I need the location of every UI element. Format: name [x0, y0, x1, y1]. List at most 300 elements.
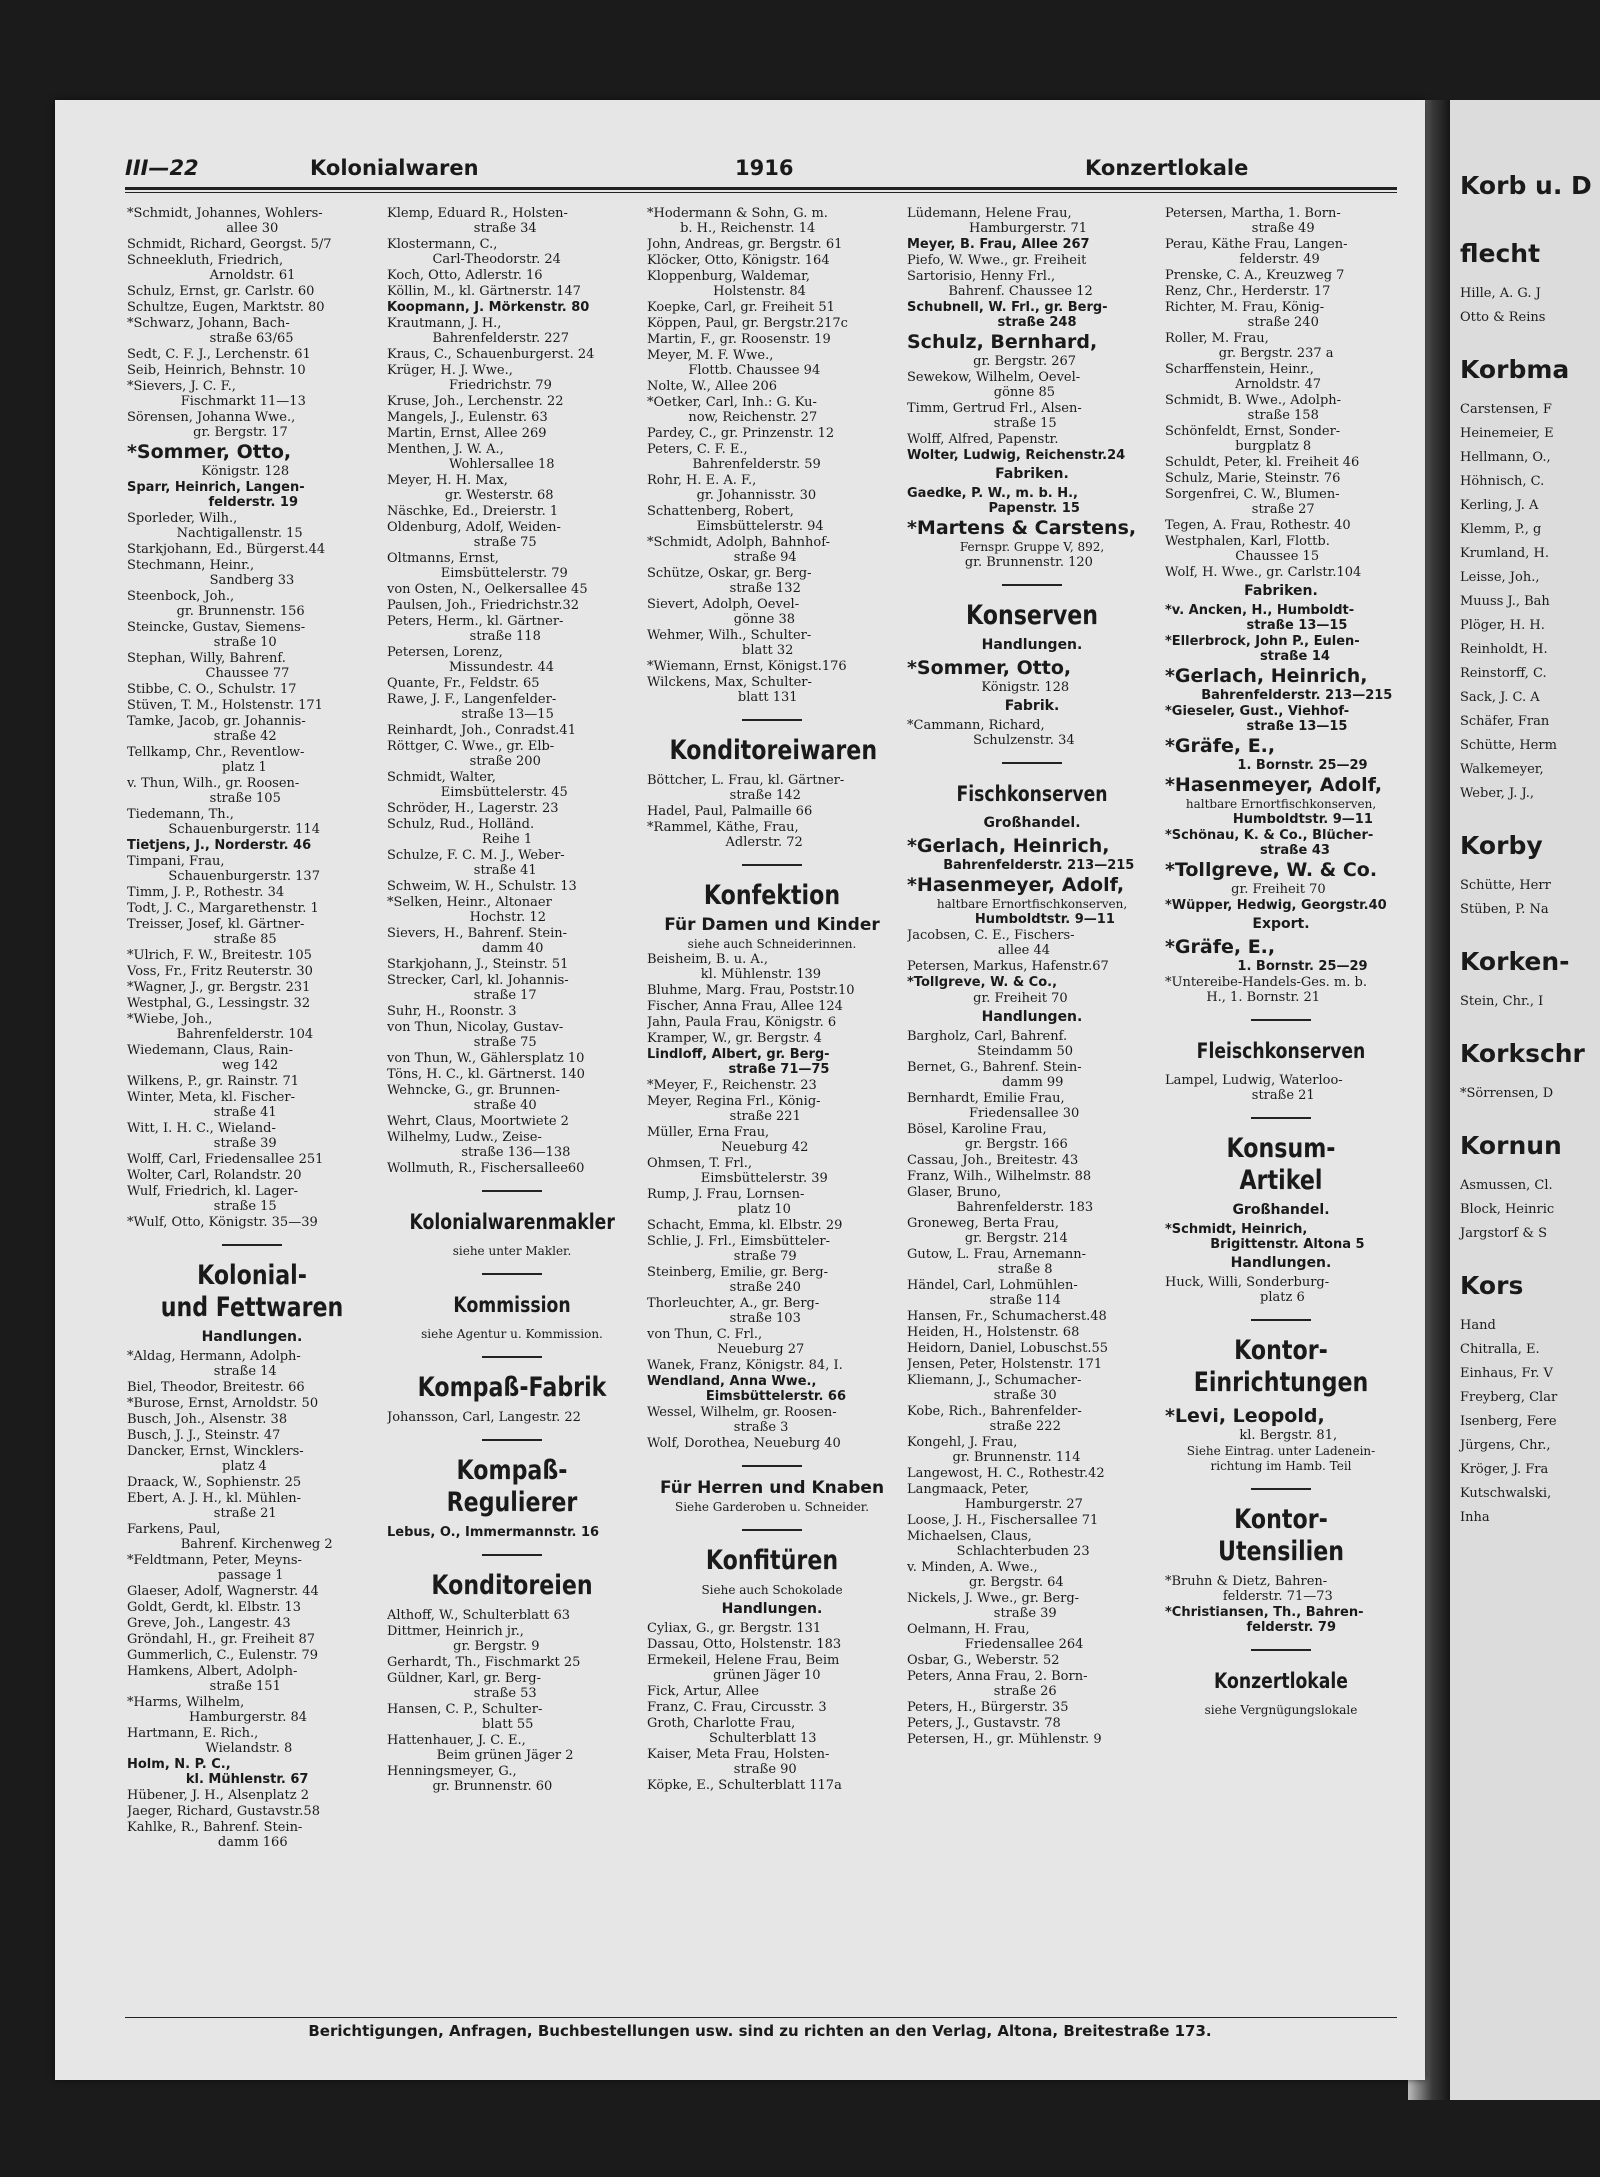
- listing-entry: Wilckens, Max, Schulter- blatt 131: [647, 675, 812, 705]
- listing-entry: Stechmann, Heinr., Sandberg 33: [127, 558, 295, 588]
- listing-entry-featured: *Gerlach, Heinrich,: [1165, 665, 1368, 687]
- listing-entry-bold: 1. Bornstr. 25—29: [1165, 959, 1368, 974]
- listing-entry: Müller, Erna Frau, Neueburg 42: [647, 1125, 809, 1155]
- section-heading: Kolonialwarenmakler: [409, 1210, 615, 1234]
- listing-entry: Gutow, L. Frau, Arnemann- straße 8: [907, 1247, 1087, 1277]
- listing-entry: Peters, C. F. E., Bahrenfelderstr. 59: [647, 442, 821, 472]
- listing-entry: Kahlke, R., Bahrenf. Stein- damm 166: [127, 1820, 303, 1850]
- listing-entry: Prenske, C. A., Kreuzweg 7: [1165, 268, 1345, 283]
- listing-entry: Wanek, Franz, Königstr. 84, I.: [647, 1358, 843, 1373]
- listing-entry: von Osten, N., Oelkersallee 45: [387, 582, 588, 597]
- listing-entry-featured: *Gerlach, Heinrich,: [907, 835, 1110, 857]
- listing-entry: *Selken, Heinr., Altonaer Hochstr. 12: [387, 895, 552, 925]
- facing-heading: flecht: [1460, 239, 1541, 268]
- listing-entry: *Schmidt, Johannes, Wohlers- allee 30: [127, 206, 323, 236]
- listing-entry-featured: *Tollgreve, W. & Co.: [1165, 859, 1378, 881]
- listing-entry: Martin, F., gr. Roosenstr. 19: [647, 332, 831, 347]
- listing-entry: Todt, J. C., Margarethenstr. 1: [127, 901, 319, 916]
- listing-entry: Tamke, Jacob, gr. Johannis- straße 42: [127, 714, 306, 744]
- listing-entry: *Ulrich, F. W., Breitestr. 105: [127, 948, 312, 963]
- listing-entry: Osbar, G., Weberstr. 52: [907, 1653, 1060, 1668]
- listing-entry: Thorleuchter, A., gr. Berg- straße 103: [647, 1296, 820, 1326]
- listing-entry: Schneekluth, Friedrich, Arnoldstr. 61: [127, 253, 296, 283]
- listing-entry-bold: Wendland, Anna Wwe., Eimsbüttelerstr. 66: [647, 1374, 847, 1404]
- section-divider: [482, 1554, 542, 1556]
- listing-entry: *Burose, Ernst, Arnoldstr. 50: [127, 1396, 319, 1411]
- column-3: [647, 206, 897, 2021]
- facing-entry: Sack, J. C. A: [1460, 690, 1540, 705]
- facing-heading: Kors: [1460, 1271, 1524, 1300]
- listing-entry: Königstr. 128: [127, 464, 290, 479]
- listing-entry-featured: *Gräfe, E.,: [1165, 735, 1276, 757]
- listing-entry: Oldenburg, Adolf, Weiden- straße 75: [387, 520, 561, 550]
- listing-entry: *Wagner, J., gr. Bergstr. 231: [127, 980, 311, 995]
- listing-entry-bold: *Tollgreve, W. & Co.,: [907, 975, 1058, 990]
- listing-entry-bold: 1. Bornstr. 25—29: [1165, 758, 1368, 773]
- listing-entry: Jaeger, Richard, Gustavstr.58: [127, 1804, 320, 1819]
- listing-entry: Dassau, Otto, Holstenstr. 183: [647, 1637, 842, 1652]
- listing-entry-bold: Lebus, O., Immermannstr. 16: [387, 1525, 600, 1540]
- facing-entry: Klemm, P., g: [1460, 522, 1542, 537]
- listing-entry: Langmaack, Peter, Hamburgerstr. 27: [907, 1482, 1083, 1512]
- cross-reference-note: haltbare Ernortfischkonserven,: [936, 897, 1128, 911]
- listing-entry: Petersen, Lorenz, Missundestr. 44: [387, 645, 555, 675]
- section-heading: Konzertlokale: [1214, 1669, 1348, 1693]
- section-heading: Kontor- Einrichtungen: [1193, 1335, 1369, 1398]
- listing-entry: Kongehl, J. Frau, gr. Brunnenstr. 114: [907, 1435, 1081, 1465]
- listing-entry: Wollmuth, R., Fischersallee60: [387, 1161, 585, 1176]
- listing-entry-bold: Meyer, B. Frau, Allee 267: [907, 237, 1090, 252]
- section-heading: Kolonial- und Fettwaren: [160, 1260, 344, 1323]
- listing-entry: Schuldt, Peter, kl. Freiheit 46: [1165, 455, 1360, 470]
- listing-entry: Gröndahl, H., gr. Freiheit 87: [127, 1632, 315, 1647]
- cross-reference-note: siehe auch Schneiderinnen.: [687, 937, 857, 951]
- listing-entry: Hansen, C. P., Schulter- blatt 55: [387, 1702, 543, 1732]
- listing-entry: Hadel, Paul, Palmaille 66: [647, 804, 813, 819]
- listing-entry: v. Thun, Wilh., gr. Roosen- straße 105: [127, 776, 300, 806]
- listing-entry-bold: Holm, N. P. C., kl. Mühlenstr. 67: [127, 1757, 309, 1787]
- listing-entry: *Feldtmann, Peter, Meyns- passage 1: [127, 1553, 302, 1583]
- subsection-heading: Fabriken.: [995, 466, 1069, 482]
- listing-entry: Petersen, Markus, Hafenstr.67: [907, 959, 1109, 974]
- cross-reference-note: Siehe Eintrag. unter Ladenein- richtung im Hamb. Teil: [1186, 1444, 1376, 1473]
- listing-entry: Gummerlich, C., Eulenstr. 79: [127, 1648, 319, 1663]
- listing-entry: Glaser, Bruno, Bahrenfelderstr. 183: [907, 1185, 1094, 1215]
- listing-entry-featured: *Martens & Carstens,: [907, 517, 1137, 539]
- subsection-heading: Für Damen und Kinder: [664, 915, 880, 935]
- listing-entry: Steincke, Gustav, Siemens- straße 10: [127, 620, 306, 650]
- listing-entry: Kaiser, Meta Frau, Holsten- straße 90: [647, 1747, 830, 1777]
- listing-entry: Treisser, Josef, kl. Gärtner- straße 85: [127, 917, 305, 947]
- listing-entry: Franz, Wilh., Wilhelmstr. 88: [907, 1169, 1092, 1184]
- listing-entry-featured: *Hasenmeyer, Adolf,: [1165, 774, 1383, 796]
- listing-entry: Oltmanns, Ernst, Eimsbüttelerstr. 79: [387, 551, 568, 581]
- listing-entry: Perau, Käthe Frau, Langen- felderstr. 49: [1165, 237, 1348, 267]
- listing-entry-bold: *v. Ancken, H., Humboldt- straße 13—15: [1165, 603, 1355, 633]
- listing-entry: Sartorisio, Henny Frl., Bahrenf. Chaussee 12: [907, 269, 1093, 299]
- section-divider: [1251, 1488, 1311, 1490]
- listing-entry: Schmidt, Richard, Georgst. 5/7: [127, 237, 332, 252]
- listing-entry: Peters, Herm., kl. Gärtner- straße 118: [387, 614, 564, 644]
- listing-entry: Petersen, Martha, 1. Born- straße 49: [1165, 206, 1341, 236]
- listing-entry: Peters, Anna Frau, 2. Born- straße 26: [907, 1669, 1088, 1699]
- listing-entry: Wolf, Dorothea, Neueburg 40: [647, 1436, 841, 1451]
- listing-entry: Draack, W., Sophienstr. 25: [127, 1475, 302, 1490]
- facing-entry: Kröger, J. Fra: [1460, 1462, 1549, 1477]
- listing-entry: Stibbe, C. O., Schulstr. 17: [127, 682, 297, 697]
- facing-heading: Korkschr: [1460, 1039, 1585, 1068]
- listing-entry: Wehmer, Wilh., Schulter- blatt 32: [647, 628, 812, 658]
- listing-entry: Martin, Ernst, Allee 269: [387, 426, 547, 441]
- listing-entry: v. Minden, A. Wwe., gr. Bergstr. 64: [907, 1560, 1064, 1590]
- listing-entry: Busch, Joh., Alsenstr. 38: [127, 1412, 288, 1427]
- listing-entry: Wulf, Friedrich, kl. Lager- straße 15: [127, 1184, 298, 1214]
- listing-entry: Quante, Fr., Feldstr. 65: [387, 676, 540, 691]
- section-heading: Konditoreien: [431, 1570, 593, 1601]
- listing-entry: Biel, Theodor, Breitestr. 66: [127, 1380, 305, 1395]
- listing-entry: Schmidt, B. Wwe., Adolph- straße 158: [1165, 393, 1342, 423]
- section-divider: [1251, 1019, 1311, 1021]
- listing-entry: Renz, Chr., Herderstr. 17: [1165, 284, 1331, 299]
- section-divider: [742, 1529, 802, 1531]
- listing-entry-bold: Sparr, Heinrich, Langen- felderstr. 19: [127, 480, 305, 510]
- listing-entry: Westphal, G., Lessingstr. 32: [127, 996, 311, 1011]
- listing-entry: Greve, Joh., Langestr. 43: [127, 1616, 291, 1631]
- listing-entry: von Thun, Nicolay, Gustav- straße 75: [387, 1020, 564, 1050]
- section-divider: [1251, 1319, 1311, 1321]
- listing-entry: *Schwarz, Johann, Bach- straße 63/65: [127, 316, 294, 346]
- listing-entry: Koch, Otto, Adlerstr. 16: [387, 268, 543, 283]
- listing-entry: Koepke, Carl, gr. Freiheit 51: [647, 300, 835, 315]
- subsection-heading: Fabriken.: [1244, 583, 1318, 599]
- listing-entry: Stephan, Willy, Bahrenf. Chaussee 77: [127, 651, 290, 681]
- subsection-heading: Handlungen.: [201, 1329, 303, 1345]
- listing-entry-bold: Bahrenfelderstr. 213—215: [1165, 688, 1393, 703]
- year: 1916: [735, 156, 794, 180]
- facing-entry: Einhaus, Fr. V: [1460, 1366, 1553, 1381]
- listing-entry: Köppen, Paul, gr. Bergstr.217c: [647, 316, 848, 331]
- listing-entry: Strecker, Carl, kl. Johannis- straße 17: [387, 973, 569, 1003]
- section-divider: [1002, 584, 1062, 586]
- listing-entry: Busch, J. J., Steinstr. 47: [127, 1428, 281, 1443]
- listing-entry: Franz, C. Frau, Circusstr. 3: [647, 1700, 827, 1715]
- listing-entry-bold: *Christiansen, Th., Bahren- felderstr. 79: [1165, 1605, 1364, 1635]
- listing-entry-featured: *Sommer, Otto,: [127, 441, 292, 463]
- listing-entry: Sievers, H., Bahrenf. Stein- damm 40: [387, 926, 567, 956]
- facing-entry: Chitralla, E.: [1460, 1342, 1540, 1357]
- facing-entry: Schäfer, Fran: [1460, 714, 1550, 729]
- listing-entry: Kramper, W., gr. Bergstr. 4: [647, 1031, 822, 1046]
- listing-entry: Schacht, Emma, kl. Elbstr. 29: [647, 1218, 843, 1233]
- listing-entry: Sporleder, Wilh., Nachtigallenstr. 15: [127, 511, 303, 541]
- listing-entry: Winter, Meta, kl. Fischer- straße 41: [127, 1090, 295, 1120]
- section-divider: [1002, 762, 1062, 764]
- listing-entry: Nolte, W., Allee 206: [647, 379, 778, 394]
- listing-entry: Wehrt, Claus, Moortwiete 2: [387, 1114, 569, 1129]
- facing-entry: Stein, Chr., I: [1460, 994, 1544, 1009]
- facing-entry: Stüben, P. Na: [1460, 902, 1549, 917]
- listing-entry-bold: *Ellerbrock, John P., Eulen- straße 14: [1165, 634, 1360, 664]
- listing-entry: Klöcker, Otto, Königstr. 164: [647, 253, 830, 268]
- listing-entry: Nickels, J. Wwe., gr. Berg- straße 39: [907, 1591, 1080, 1621]
- listing-entry-bold: Gaedke, P. W., m. b. H., Papenstr. 15: [907, 486, 1080, 516]
- listing-entry: Lampel, Ludwig, Waterloo- straße 21: [1165, 1073, 1343, 1103]
- listing-entry: Wiedemann, Claus, Rain- weg 142: [127, 1043, 294, 1073]
- subsection-heading: Fabrik.: [1004, 698, 1060, 714]
- listing-entry: Kobe, Rich., Bahrenfelder- straße 222: [907, 1404, 1082, 1434]
- listing-entry: gr. Freiheit 70: [1165, 882, 1326, 897]
- listing-entry: Roller, M. Frau, gr. Bergstr. 237 a: [1165, 331, 1334, 361]
- listing-entry: Cyliax, G., gr. Bergstr. 131: [647, 1621, 822, 1636]
- listing-entry: Farkens, Paul, Bahrenf. Kirchenweg 2: [127, 1522, 333, 1552]
- listing-entry: Dancker, Ernst, Wincklers- platz 4: [127, 1444, 304, 1474]
- subsection-heading: Handlungen.: [1230, 1255, 1332, 1271]
- listing-entry: Wilkens, P., gr. Rainstr. 71: [127, 1074, 300, 1089]
- listing-entry: Cassau, Joh., Breitestr. 43: [907, 1153, 1079, 1168]
- listing-entry: Wolff, Carl, Friedensallee 251: [127, 1152, 324, 1167]
- section-heading: Konsum-Artikel: [1226, 1133, 1336, 1196]
- listing-entry: *Cammann, Richard, Schulzenstr. 34: [907, 718, 1075, 748]
- listing-entry-bold: *Schmidt, Heinrich, Brigittenstr. Altona 5: [1165, 1222, 1365, 1252]
- listing-entry: Heiden, H., Holstenstr. 68: [907, 1325, 1080, 1340]
- listing-entry: Althoff, W., Schulterblatt 63: [387, 1608, 571, 1623]
- listing-entry: Pardey, C., gr. Prinzenstr. 12: [647, 426, 835, 441]
- listing-entry: Röttger, C. Wwe., gr. Elb- straße 200: [387, 739, 555, 769]
- listing-entry: *Harms, Wilhelm, Hamburgerstr. 84: [127, 1695, 308, 1725]
- subsection-heading: Handlungen.: [721, 1601, 823, 1617]
- listing-entry: Kloppenburg, Waldemar, Holstenstr. 84: [647, 269, 811, 299]
- listing-entry: Güldner, Karl, gr. Berg- straße 53: [387, 1671, 542, 1701]
- listing-entry: Hattenhauer, J. C. E., Beim grünen Jäger 2: [387, 1733, 574, 1763]
- listing-entry: Klemp, Eduard R., Holsten- straße 34: [387, 206, 568, 236]
- listing-entry: Loose, J. H., Fischersallee 71: [907, 1513, 1099, 1528]
- listing-entry: Hübener, J. H., Alsenplatz 2: [127, 1788, 310, 1803]
- listing-entry: Stüven, T. M., Holstenstr. 171: [127, 698, 323, 713]
- section-heading: Fleischkonserven: [1196, 1039, 1366, 1063]
- listing-entry: Fick, Artur, Allee: [647, 1684, 759, 1699]
- listing-entry: Bernhardt, Emilie Frau, Friedensallee 30: [907, 1091, 1080, 1121]
- subsection-heading: Für Herren und Knaben: [659, 1478, 885, 1498]
- section-divider: [742, 1465, 802, 1467]
- facing-entry: Leisse, Joh.,: [1460, 570, 1540, 585]
- listing-entry: Bargholz, Carl, Bahrenf. Steindamm 50: [907, 1029, 1074, 1059]
- listing-entry: Schmidt, Walter, Eimsbüttelerstr. 45: [387, 770, 568, 800]
- facing-entry: Walkemeyer,: [1460, 762, 1544, 777]
- section-heading: Konserven: [965, 600, 1099, 631]
- column-2: [387, 206, 637, 2021]
- subsection-heading: Export.: [1252, 916, 1310, 932]
- listing-entry: Krüger, H. J. Wwe., Friedrichstr. 79: [387, 363, 552, 393]
- footer-rule: [125, 2017, 1397, 2018]
- section-divider: [482, 1439, 542, 1441]
- section-divider: [742, 719, 802, 721]
- page-header: [125, 156, 1395, 186]
- listing-entry: *Wiemann, Ernst, Königst.176: [647, 659, 847, 674]
- listing-entry: Wolf, H. Wwe., gr. Carlstr.104: [1165, 565, 1362, 580]
- listing-entry: Kruse, Joh., Lerchenstr. 22: [387, 394, 564, 409]
- page-number: III—22: [125, 156, 199, 180]
- listing-entry: Königstr. 128: [907, 680, 1070, 695]
- listing-entry: kl. Bergstr. 81,: [1165, 1428, 1338, 1443]
- listing-entry: Steinberg, Emilie, gr. Berg- straße 240: [647, 1265, 828, 1295]
- listing-entry: von Thun, W., Gählersplatz 10: [387, 1051, 585, 1066]
- listing-entry: Starkjohann, J., Steinstr. 51: [387, 957, 569, 972]
- listing-entry: gr. Freiheit 70: [907, 991, 1068, 1006]
- section-divider: [482, 1273, 542, 1275]
- listing-entry-bold: *Schönau, K. & Co., Blücher- straße 43: [1165, 828, 1374, 858]
- listing-entry: Lüdemann, Helene Frau, Hamburgerstr. 71: [907, 206, 1088, 236]
- listing-entry: Bluhme, Marg. Frau, Poststr.10: [647, 983, 855, 998]
- listing-entry: Krautmann, J. H., Bahrenfelderstr. 227: [387, 316, 570, 346]
- facing-entry: Isenberg, Fere: [1460, 1414, 1557, 1429]
- listing-entry-featured: *Gräfe, E.,: [1165, 936, 1276, 958]
- listing-entry: Voss, Fr., Fritz Reuterstr. 30: [127, 964, 313, 979]
- listing-entry: Meyer, Regina Frl., König- straße 221: [647, 1094, 821, 1124]
- listing-entry: Goldt, Gerdt, kl. Elbstr. 13: [127, 1600, 302, 1615]
- listing-entry: Tiedemann, Th., Schauenburgerstr. 114: [127, 807, 320, 837]
- listing-entry: Händel, Carl, Lohmühlen- straße 114: [907, 1278, 1078, 1308]
- listing-entry: Schulz, Marie, Steinstr. 76: [1165, 471, 1341, 486]
- facing-entry: Kutschwalski,: [1460, 1486, 1552, 1501]
- listing-entry: Sewekow, Wilhelm, Oevel- gönne 85: [907, 370, 1081, 400]
- header-rule: [125, 187, 1397, 190]
- listing-entry: Schattenberg, Robert, Eimsbüttelerstr. 94: [647, 504, 824, 534]
- listing-entry: Schulze, F. C. M. J., Weber- straße 41: [387, 848, 565, 878]
- listing-entry: Steenbock, Joh., gr. Brunnenstr. 156: [127, 589, 305, 619]
- cross-reference-note: Siehe auch Schokolade: [701, 1583, 843, 1597]
- facing-entry: Jargstorf & S: [1460, 1226, 1547, 1241]
- listing-entry: Töns, H. C., kl. Gärtnerst. 140: [387, 1067, 585, 1082]
- listing-entry: Böttcher, L. Frau, kl. Gärtner- straße 142: [647, 773, 845, 803]
- listing-entry: Klostermann, C., Carl-Theodorstr. 24: [387, 237, 561, 267]
- listing-entry: Glaeser, Adolf, Wagnerstr. 44: [127, 1584, 319, 1599]
- listing-entry: Rohr, H. E. A. F., gr. Johannisstr. 30: [647, 473, 817, 503]
- listing-entry: gr. Bergstr. 267: [907, 354, 1077, 369]
- listing-entry: Näschke, Ed., Dreierstr. 1: [387, 504, 559, 519]
- listing-entry-bold: Koopmann, J. Mörkenstr. 80: [387, 300, 590, 315]
- listing-entry-bold: Schubnell, W. Frl., gr. Berg- straße 248: [907, 300, 1108, 330]
- listing-entry: Westphalen, Karl, Flottb. Chaussee 15: [1165, 534, 1330, 564]
- facing-entry: Muuss J., Bah: [1460, 594, 1550, 609]
- facing-entry: Jürgens, Chr.,: [1460, 1438, 1551, 1453]
- directory-page: [55, 100, 1425, 2080]
- facing-entry: Freyberg, Clar: [1460, 1390, 1558, 1405]
- listing-entry: Jensen, Peter, Holstenstr. 171: [907, 1357, 1103, 1372]
- listing-entry-featured: *Hasenmeyer, Adolf,: [907, 874, 1125, 896]
- listing-entry: Richter, M. Frau, König- straße 240: [1165, 300, 1325, 330]
- section-heading: Konfitüren: [705, 1545, 839, 1576]
- listing-entry: Petersen, H., gr. Mühlenstr. 9: [907, 1732, 1102, 1747]
- listing-entry: Bösel, Karoline Frau, gr. Bergstr. 166: [907, 1122, 1068, 1152]
- facing-entry: *Sörrensen, D: [1460, 1086, 1554, 1101]
- facing-entry: Hellmann, O.,: [1460, 450, 1551, 465]
- listing-entry: Starkjohann, Ed., Bürgerst.44: [127, 542, 326, 557]
- facing-entry: Schütte, Herm: [1460, 738, 1557, 753]
- column-1: [127, 206, 377, 2021]
- cross-reference-note: siehe unter Makler.: [452, 1244, 572, 1258]
- subsection-heading: Handlungen.: [981, 637, 1083, 653]
- listing-entry: Paulsen, Joh., Friedrichstr.32: [387, 598, 580, 613]
- listing-entry: Groth, Charlotte Frau, Schulterblatt 13: [647, 1716, 817, 1746]
- facing-entry: Schütte, Herr: [1460, 878, 1551, 893]
- listing-entry: Wilhelmy, Ludw., Zeise- straße 136—138: [387, 1130, 571, 1160]
- listing-entry: Sedt, C. F. J., Lerchenstr. 61: [127, 347, 311, 362]
- section-divider: [482, 1356, 542, 1358]
- listing-entry: Köllin, M., kl. Gärtnerstr. 147: [387, 284, 581, 299]
- listing-entry: Wolff, Alfred, Papenstr.: [907, 432, 1059, 447]
- facing-entry: Asmussen, Cl.: [1460, 1178, 1553, 1193]
- listing-entry: gr. Brunnenstr. 120: [907, 555, 1093, 570]
- listing-entry: Schönfeldt, Ernst, Sonder- burgplatz 8: [1165, 424, 1341, 454]
- facing-heading: Korb u. D: [1460, 171, 1592, 200]
- listing-entry: John, Andreas, gr. Bergstr. 61: [647, 237, 843, 252]
- listing-entry: Johansson, Carl, Langestr. 22: [387, 1410, 581, 1425]
- listing-entry: Rawe, J. F., Langenfelder- straße 13—15: [387, 692, 557, 722]
- listing-entry: Seib, Heinrich, Behnstr. 10: [127, 363, 306, 378]
- listing-entry: Timpani, Frau, Schauenburgerstr. 137: [127, 854, 320, 884]
- listing-entry: Huck, Willi, Sonderburg- platz 6: [1165, 1275, 1330, 1305]
- listing-entry: Dittmer, Heinrich jr., gr. Bergstr. 9: [387, 1624, 540, 1654]
- listing-entry: *Meyer, F., Reichenstr. 23: [647, 1078, 817, 1093]
- section-divider: [742, 864, 802, 866]
- listing-entry: Schultze, Eugen, Marktstr. 80: [127, 300, 325, 315]
- listing-entry: Reinhardt, Joh., Conradst.41: [387, 723, 576, 738]
- listing-entry: Langewost, H. C., Rothestr.42: [907, 1466, 1105, 1481]
- listing-entry: Wessel, Wilhelm, gr. Roosen- straße 3: [647, 1405, 837, 1435]
- subsection-heading: Großhandel.: [1232, 1202, 1330, 1218]
- facing-heading: Kornun: [1460, 1131, 1562, 1160]
- cross-reference-note: haltbare Ernortfischkonserven,: [1185, 797, 1377, 811]
- listing-entry: Sörensen, Johanna Wwe., gr. Bergstr. 17: [127, 410, 296, 440]
- listing-entry-bold: Wolter, Ludwig, Reichenstr.24: [907, 448, 1126, 463]
- section-divider: [222, 1244, 282, 1246]
- subsection-heading: Handlungen.: [981, 1009, 1083, 1025]
- listing-entry-featured: *Sommer, Otto,: [907, 657, 1072, 679]
- listing-entry: *Wiebe, Joh., Bahrenfelderstr. 104: [127, 1012, 314, 1042]
- subsection-heading: Großhandel.: [983, 815, 1081, 831]
- listing-entry: *Oetker, Carl, Inh.: G. Ku- now, Reichenstr. 27: [647, 395, 818, 425]
- header-rule-thin: [125, 192, 1397, 193]
- section-heading: Fischkonserven: [956, 782, 1108, 806]
- facing-heading: Korby: [1460, 831, 1543, 860]
- section-heading: Kompaß-Regulierer: [446, 1455, 578, 1518]
- left-running-title: Kolonialwaren: [310, 156, 479, 180]
- listing-entry: Piefo, W. Wwe., gr. Freiheit: [907, 253, 1087, 268]
- listing-entry: Peters, J., Gustavstr. 78: [907, 1716, 1061, 1731]
- listing-entry: *Rammel, Käthe, Frau, Adlerstr. 72: [647, 820, 803, 850]
- listing-entry: *Schmidt, Adolph, Bahnhof- straße 94: [647, 535, 830, 565]
- listing-entry: Schlie, J. Frl., Eimsbütteler- straße 79: [647, 1234, 831, 1264]
- listing-entry: Tegen, A. Frau, Rothestr. 40: [1165, 518, 1351, 533]
- facing-entry: Block, Heinric: [1460, 1202, 1555, 1217]
- listing-entry: Schütze, Oskar, gr. Berg- straße 132: [647, 566, 812, 596]
- listing-entry: *Wulf, Otto, Königstr. 35—39: [127, 1215, 318, 1230]
- listing-entry: *Aldag, Hermann, Adolph- straße 14: [127, 1349, 301, 1379]
- facing-page-fragment: [1450, 100, 1600, 2100]
- column-5: [1165, 206, 1397, 2021]
- listing-entry-bold: *Gieseler, Gust., Viehhof- straße 13—15: [1165, 704, 1350, 734]
- facing-entry: Otto & Reins: [1460, 310, 1546, 325]
- listing-entry: Hamkens, Albert, Adolph- straße 151: [127, 1664, 298, 1694]
- right-running-title: Konzertlokale: [1085, 156, 1249, 180]
- cross-reference-note: siehe Vergnügungslokale: [1204, 1703, 1358, 1717]
- listing-entry: Jacobsen, C. E., Fischers- allee 44: [907, 928, 1075, 958]
- listing-entry-bold: Humboldtstr. 9—11: [907, 912, 1115, 927]
- listing-entry-featured: *Levi, Leopold,: [1165, 1405, 1325, 1427]
- listing-entry: Heidorn, Daniel, Lobuschst.55: [907, 1341, 1109, 1356]
- listing-entry: Henningsmeyer, G., gr. Brunnenstr. 60: [387, 1764, 553, 1794]
- listing-entry: Rump, J. Frau, Lornsen- platz 10: [647, 1187, 805, 1217]
